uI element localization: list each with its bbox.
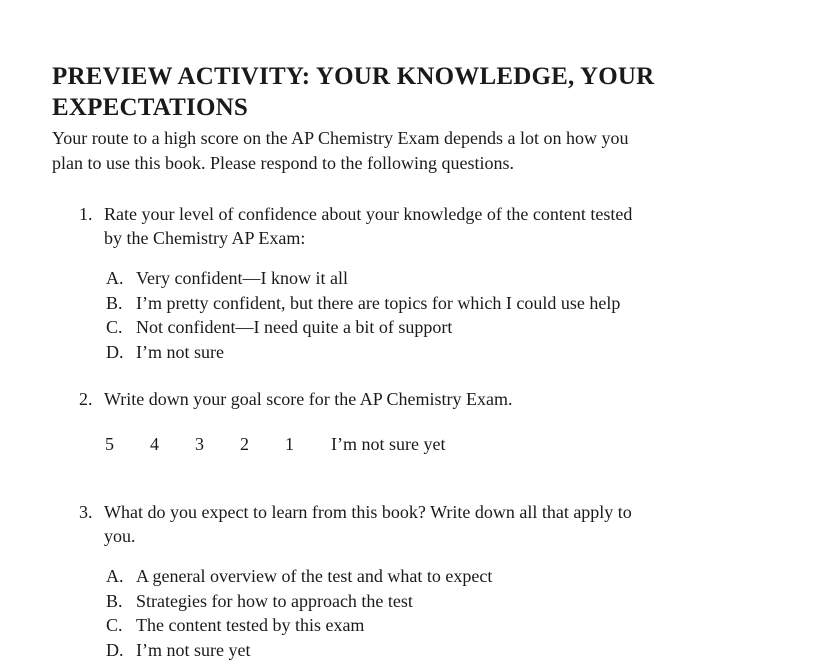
question-3-option-d [52, 638, 767, 663]
question-list [52, 202, 767, 662]
option-text: I’m not sure [136, 341, 224, 362]
score-option-3: 3 [195, 434, 204, 454]
question-3-option-b [52, 589, 767, 614]
option-text: I’m pretty confident, but there are topics for which I could use help [136, 292, 621, 313]
option-letter: B. [106, 590, 123, 611]
score-option-1: 1 [285, 434, 294, 454]
score-option-2: 2 [240, 434, 249, 454]
page-title [52, 61, 767, 123]
question-1-number: 1. [79, 204, 93, 224]
question-1-option-c [52, 315, 767, 340]
option-letter: C. [106, 317, 123, 337]
question-3-text-line-2: you. [104, 526, 136, 546]
document-page [52, 61, 767, 662]
option-letter: C. [106, 615, 123, 635]
question-3-text [104, 500, 714, 548]
title-line-2: EXPECTATIONS [52, 94, 248, 121]
question-1-text [104, 202, 714, 250]
question-3-text-line-1: What do you expect to learn from this book? Write down all that apply to [104, 502, 632, 522]
option-letter: B. [106, 292, 123, 313]
question-3-option-c [52, 613, 767, 638]
option-letter: D. [106, 639, 124, 660]
question-3 [52, 500, 767, 662]
option-letter: A. [106, 566, 124, 586]
title-line-1: PREVIEW ACTIVITY: YOUR KNOWLEDGE, YOUR [52, 63, 655, 90]
option-text: I’m not sure yet [136, 639, 251, 660]
intro-line-1: Your route to a high score on the AP Chemistry Exam depends a lot on how you [52, 128, 629, 148]
score-option-5: 5 [105, 434, 114, 454]
question-2-number: 2. [79, 389, 93, 409]
score-option-4: 4 [150, 434, 159, 454]
option-text: A general overview of the test and what to expect [136, 566, 493, 586]
score-option-not-sure: I’m not sure yet [331, 434, 446, 454]
question-3-options [52, 564, 767, 662]
question-1-option-d [52, 340, 767, 365]
goal-score-options [52, 432, 767, 456]
option-text: Strategies for how to approach the test [136, 590, 413, 611]
question-1-text-line-1: Rate your level of confidence about your knowledge of the content tested [104, 204, 633, 224]
option-text: Not confident—I need quite a bit of support [136, 317, 453, 337]
question-1-option-b [52, 291, 767, 316]
question-2-text-line-1: Write down your goal score for the AP Chemistry Exam. [104, 389, 513, 409]
intro-line-2: plan to use this book. Please respond to the following questions. [52, 152, 514, 173]
option-text: The content tested by this exam [136, 615, 365, 635]
option-letter: D. [106, 341, 124, 362]
question-1-option-a [52, 266, 767, 291]
option-text: Very confident—I know it all [136, 268, 348, 288]
question-2-text [104, 387, 714, 411]
question-1-text-line-2: by the Chemistry AP Exam: [104, 228, 306, 248]
option-letter: A. [106, 268, 124, 288]
question-3-option-a [52, 564, 767, 589]
question-1 [52, 202, 767, 364]
question-1-options [52, 266, 767, 364]
question-3-number: 3. [79, 502, 93, 522]
intro-paragraph [52, 126, 767, 175]
question-2 [52, 387, 767, 456]
